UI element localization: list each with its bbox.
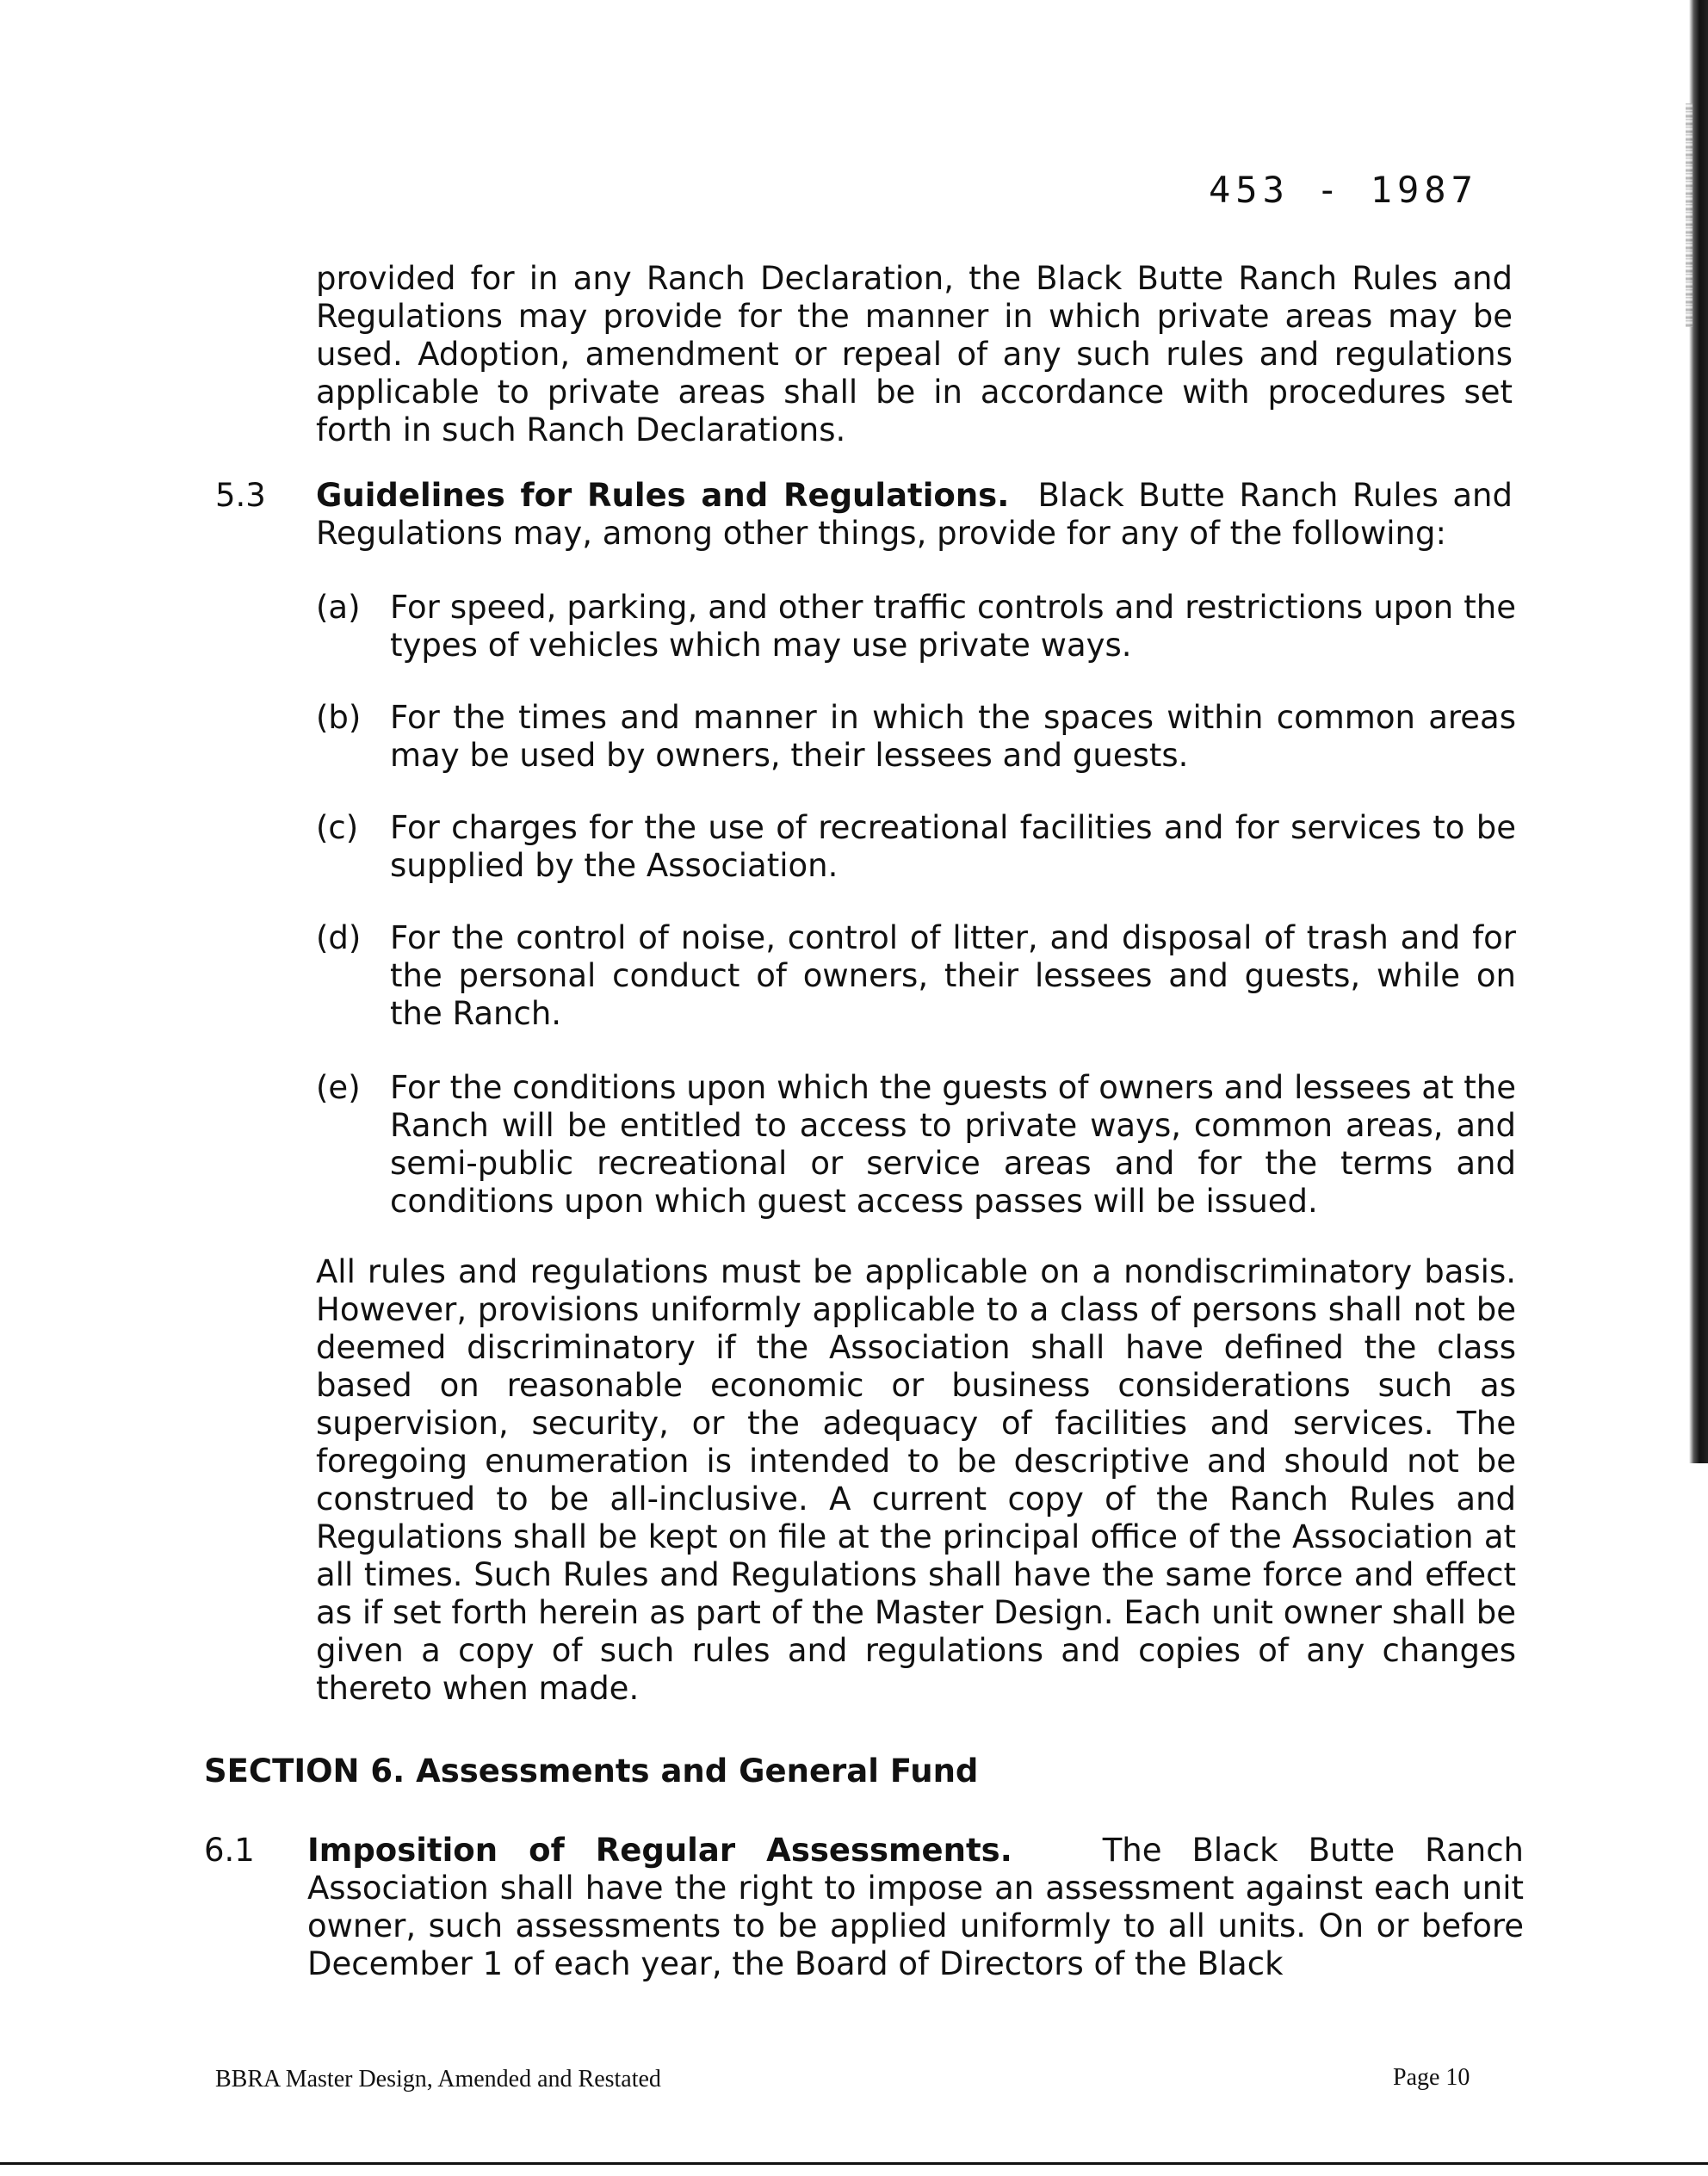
section-6-1-paragraph [307, 1832, 1524, 1983]
rules-closing-paragraph: All rules and regulations must be applicable on a nondiscriminatory basis. However, provisions uniformly applicable to a class of persons shall not be deemed discriminatory if the Association shall have defined the class based on reasonable economic or business considerations such as supervision, security, or the adequacy of facilities and services. The foregoing enumeration is intended to be descriptive and should not be construed to be all-inclusive. A current copy of the Ranch Rules and Regulations shall be kept on file at the principal office of the Association at all times. Such Rules and Regulations shall have the same force and effect as if set forth herein as part of the Master Design. Each unit owner shall be given a copy of such rules and regulations and copies of any changes thereto when made. [316, 1253, 1516, 1707]
list-item-label: (e) [316, 1069, 361, 1106]
section-6-1-number: 6.1 [204, 1832, 255, 1869]
list-item-label: (b) [316, 699, 362, 736]
section-5-3-number: 5.3 [215, 477, 266, 514]
bottom-scan-border [0, 2162, 1708, 2165]
list-item-text: For the conditions upon which the guests of owners and lessees at the Ranch will be entitled to access to private ways, common areas, and semi-public recreational or service areas and for the terms and conditions upon which guest access passes will be issued. [390, 1069, 1516, 1220]
list-item-text: For charges for the use of recreational facilities and for services to be supplied by the Association. [390, 809, 1516, 884]
footer-page-number: Page 10 [1393, 2064, 1470, 2091]
section-5-3-text: Black Butte Ranch Rules and Regulations may, among other things, provide for any of the following: [316, 477, 1513, 552]
list-item-label: (d) [316, 919, 362, 956]
list-item-label: (c) [316, 809, 359, 846]
footer-document-title: BBRA Master Design, Amended and Restated [215, 2066, 661, 2093]
list-item-text: For speed, parking, and other traffic controls and restrictions upon the types of vehicles which may use private ways. [390, 589, 1516, 664]
scan-edge-noise [1686, 103, 1693, 327]
document-number: 453 - 1987 [1209, 169, 1478, 211]
list-item-label: (a) [316, 589, 361, 626]
section-6-heading: SECTION 6. Assessments and General Fund [204, 1753, 979, 1790]
list-item-text: For the control of noise, control of litter, and disposal of trash and for the personal conduct of owners, their lessees and guests, while on the Ranch. [390, 919, 1516, 1032]
section-6-1-title: Imposition of Regular Assessments. [307, 1832, 1012, 1869]
section-5-3-title: Guidelines for Rules and Regulations. [316, 477, 1010, 514]
section-5-3-paragraph [316, 477, 1513, 553]
intro-paragraph: provided for in any Ranch Declaration, the Black Butte Ranch Rules and Regulations may provide for the manner in which private areas may be used. Adoption, amendment or repeal of any such rules and regulations applicable to private areas shall be in accordance with procedures set forth in such Ranch Declarations. [316, 260, 1513, 448]
list-item-text: For the times and manner in which the spaces within common areas may be used by owners, their lessees and guests. [390, 699, 1516, 774]
section-6-1-text: The Black Butte Ranch Association shall have the right to impose an assessment against each unit owner, such assessments to be applied uniformly to all units. On or before December 1 of each year, the Board of Directors of the Black [307, 1832, 1524, 1982]
